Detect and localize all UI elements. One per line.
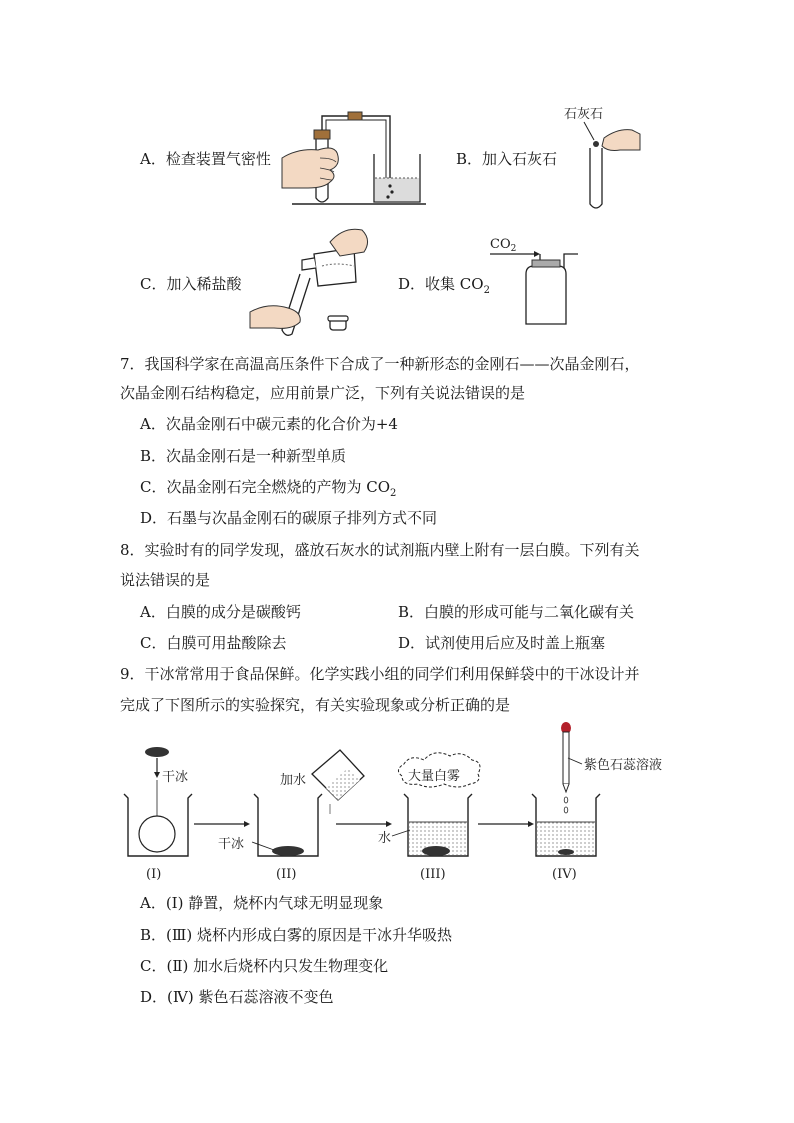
label-white-fog: 大量白雾 xyxy=(408,769,461,784)
q6-option-d-sub: 2 xyxy=(483,285,490,296)
q6-option-b: B．加入石灰石 xyxy=(456,150,558,168)
q7-option-c-text: C．次晶金刚石完全燃烧的产物为 CO xyxy=(140,478,391,496)
limestone-label: 石灰石 xyxy=(564,107,604,122)
label-step-2: (II) xyxy=(276,867,297,882)
q7-option-c xyxy=(140,477,396,504)
dry-ice-lump xyxy=(145,747,169,757)
q7-stem-line1: 7．我国科学家在高温高压条件下合成了一种新形态的金刚石——次晶金刚石， xyxy=(120,355,640,373)
q8-stem-line2: 说法错误的是 xyxy=(120,571,211,589)
balloon xyxy=(139,816,175,852)
q8-option-a: A．白膜的成分是碳酸钙 xyxy=(140,603,301,621)
q8-option-c: C．白膜可用盐酸除去 xyxy=(140,634,287,652)
add-acid-figure xyxy=(244,222,374,342)
q7-stem-line2: 次晶金刚石结构稳定，应用前景广泛，下列有关说法错误的是 xyxy=(120,384,526,402)
co2-label-text: CO xyxy=(490,237,511,252)
q9-option-a: A．(I) 静置，烧杯内气球无明显现象 xyxy=(140,894,384,912)
q8-option-d: D．试剂使用后应及时盖上瓶塞 xyxy=(398,634,606,652)
label-add-water: 加水 xyxy=(280,773,307,788)
q7-option-b: B．次晶金刚石是一种新型单质 xyxy=(140,447,347,465)
airtightness-check-figure xyxy=(278,108,428,208)
q6-option-c-text: C．加入稀盐酸 xyxy=(140,275,242,293)
label-step-3: (III) xyxy=(420,867,446,882)
label-step-1: (I) xyxy=(146,867,162,882)
q7-option-d: D．石墨与次晶金刚石的碳原子排列方式不同 xyxy=(140,509,438,527)
q6-option-d xyxy=(398,274,490,301)
q9-option-c: C．(Ⅱ) 加水后烧杯内只发生物理变化 xyxy=(140,957,389,975)
q7-option-a: A．次晶金刚石中碳元素的化合价为+4 xyxy=(140,415,398,433)
dry-ice-experiment-figure xyxy=(112,718,712,886)
beaker-step-4 xyxy=(532,722,662,882)
q9-stem-line1: 9．干冰常常用于食品保鲜。化学实践小组的同学们利用保鲜袋中的干冰设计并 xyxy=(120,665,640,683)
q6-option-c xyxy=(140,274,241,294)
label-dry-ice-2: 干冰 xyxy=(218,837,245,852)
q7-option-c-sub: 2 xyxy=(390,488,397,499)
beaker-step-3 xyxy=(378,753,480,882)
label-water: 水 xyxy=(378,831,392,846)
q9-option-d: D．(Ⅳ) 紫色石蕊溶液不变色 xyxy=(140,988,334,1006)
q9-option-b: B．(Ⅲ) 烧杯内形成白雾的原因是干冰升华吸热 xyxy=(140,926,452,944)
q8-stem-line1: 8．实验时有的同学发现，盛放石灰水的试剂瓶内壁上附有一层白膜。下列有关 xyxy=(120,541,640,559)
label-dry-ice-1: 干冰 xyxy=(162,770,189,785)
collect-co2-figure xyxy=(483,230,586,330)
q9-stem-line2: 完成了下图所示的实验探究，有关实验现象或分析正确的是 xyxy=(120,696,511,714)
q8-option-b: B．白膜的形成可能与二氧化碳有关 xyxy=(398,603,635,621)
q6-option-d-text: D．收集 CO xyxy=(398,275,484,293)
beaker-step-1 xyxy=(124,747,192,882)
label-litmus: 紫色石蕊溶液 xyxy=(584,758,663,773)
co2-label xyxy=(490,237,516,254)
label-step-4: (IV) xyxy=(552,867,577,882)
co2-label-sub: 2 xyxy=(510,244,517,254)
add-limestone-figure xyxy=(560,100,650,212)
beaker-step-2 xyxy=(218,750,364,882)
q6-option-a: A．检查装置气密性 xyxy=(140,150,271,168)
